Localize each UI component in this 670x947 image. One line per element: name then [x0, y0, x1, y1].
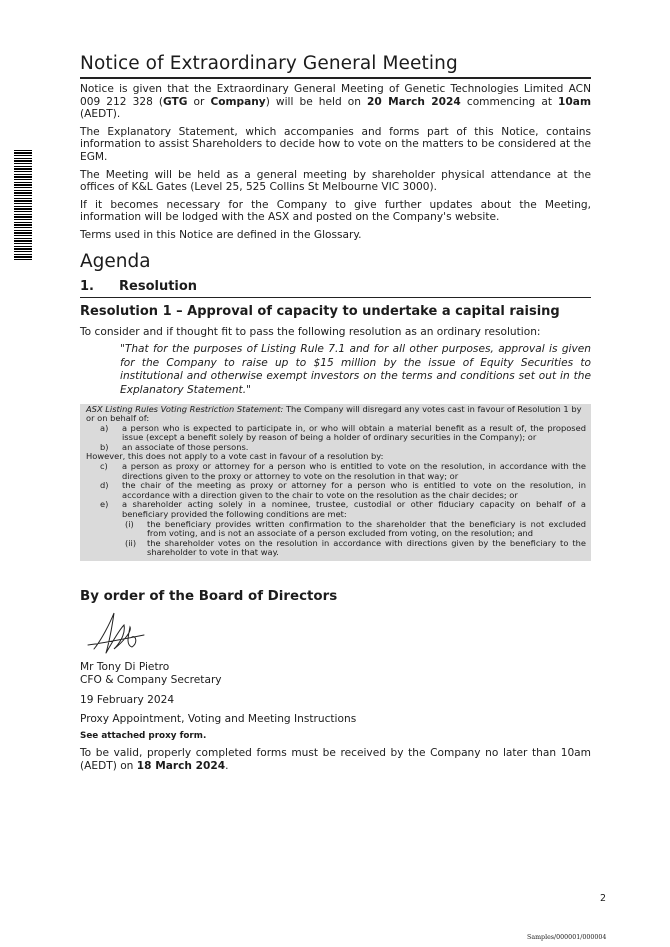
voting-item: e) a shareholder acting solely in a nominee, trustee, custodial or other fiduciary capacity on behalf of a beneficiary provided the following conditions are met: [100, 499, 586, 520]
voting-however: However, this does not apply to a vote cast in favour of a resolution by: [86, 451, 384, 462]
intro-paragraph-4: If it becomes necessary for the Company to give further updates about the Meeting, information will be lodged with the ASX and posted on the Company's website. [80, 198, 591, 224]
voting-item: c) a person as proxy or attorney for a person who is entitled to vote on the resolution, in accordance with the directions given to the proxy or attorney to vote on the resolution in that way; or [100, 461, 586, 481]
intro-paragraph-1: Notice is given that the Extraordinary General Meeting of Genetic Technologies Limited ACN 009 212 328 (GTG or Company) will be held on 20 March 2024 commencing at 10am (AEDT). [80, 83, 591, 121]
document-page [80, 52, 591, 778]
barcode [14, 150, 32, 262]
voting-subitem: (i) the beneficiary provides written confirmation to the shareholder that the beneficiary is not excluded from voting, and is not an associate of a person excluded from voting, on the resolution; and [125, 518, 586, 539]
section-title: Resolution [119, 278, 198, 294]
page-number: 2 [600, 893, 607, 904]
agenda-heading: Agenda [80, 250, 151, 272]
voting-subitem: (ii) the shareholder votes on the resolution in accordance with directions given by the beneficiary to the shareholder to vote in that way. [125, 537, 586, 558]
notice-title: Notice of Extraordinary General Meeting [80, 52, 591, 79]
signoff-heading: By order of the Board of Directors [80, 589, 338, 604]
voting-restriction-box [80, 404, 591, 562]
intro-paragraph-5: Terms used in this Notice are defined in the Glossary. [80, 228, 362, 241]
voting-lead: ASX Listing Rules Voting Restriction Statement: The Company will disregard any votes cast in favour of Resolution 1 by or on behalf of: [86, 403, 582, 424]
voting-item: d) the chair of the meeting as proxy or attorney for a person who is entitled to vote on the resolution, in accordance with a direction given to the chair to vote on the resolution as the chair decides; or [100, 480, 586, 500]
resolution-title: Resolution 1 – Approval of capacity to undertake a capital raising [80, 303, 560, 319]
signatory-role: CFO & Company Secretary [80, 673, 222, 686]
section-number: 1. [80, 278, 94, 294]
voting-item: a) a person who is expected to participate in, or who will obtain a material benefit as a result of, the proposed issue (except a benefit solely by reason of being a holder of ordinary securities in the Company); or [100, 422, 586, 443]
footer-code: Samples/000001/000004 [527, 934, 607, 941]
signatory-name: Mr Tony Di Pietro [80, 661, 170, 673]
proxy-attached-note: See attached proxy form. [80, 731, 207, 742]
proxy-heading: Proxy Appointment, Voting and Meeting Instructions [80, 712, 357, 725]
resolution-quote: "That for the purposes of Listing Rule 7.1 and for all other purposes, approval is given for the Company to raise up to $15 million by the issue of Equity Securities to institutional and otherwise exempt investors on the terms and conditions set out in the Explanatory Statement." [120, 343, 591, 396]
intro-paragraph-3: The Meeting will be held as a general meeting by shareholder physical attendance at the offices of K&L Gates (Level 25, 525 Collins St Melbourne VIC 3000). [80, 168, 591, 194]
voting-item: b) an associate of those persons. [100, 441, 249, 452]
validity-paragraph: To be valid, properly completed forms must be received by the Company no later than 10am (AEDT) on 18 March 2024. [80, 747, 591, 772]
intro-paragraph-2: The Explanatory Statement, which accompanies and forms part of this Notice, contains information to assist Shareholders to decide how to vote on the matters to be considered at the EGM. [80, 125, 591, 163]
signature-image [80, 609, 160, 657]
section-heading [80, 279, 591, 298]
signoff-date: 19 February 2024 [80, 694, 175, 707]
resolution-intro: To consider and if thought fit to pass the following resolution as an ordinary resolution: [80, 325, 541, 338]
